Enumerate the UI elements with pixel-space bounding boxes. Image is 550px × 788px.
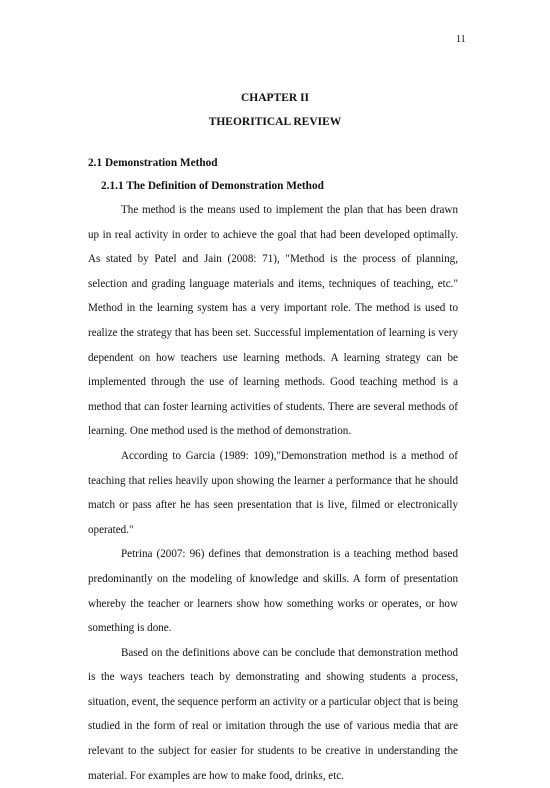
paragraph: Petrina (2007: 96) defines that demonstration is a teaching method based predominantly on the modeling of knowledge and skills. A form of presentation whereby the teacher or learners show how something works or operates, or how something is done. [88, 548, 458, 635]
chapter-heading: CHAPTER II [240, 92, 310, 104]
paragraph: The method is the means used to implement the plan that has been drawn up in real activity in order to achieve the goal that had been developed optimally. As stated by Patel and Jain (2008: 71), "Method is the process of planning, selection and grading language materials and items, techniques of teaching, etc." Method in the learning system has a very important role. The method is used to realize the strategy that has been set. Successful implementation of learning is very dependent on how teachers use learning methods. A learning strategy can be implemented through the use of learning methods. Good teaching method is a method that can foster learning activities of students. There are several methods of learning. One method used is the method of demonstration. [88, 204, 458, 438]
subsection-heading: 2.1.1 The Definition of Demonstration Method [101, 180, 324, 192]
page-number: 11 [456, 34, 466, 45]
body-text [88, 198, 458, 788]
paragraph: Based on the definitions above can be conclude that demonstration method is the ways teachers teach by demonstrating and showing students a process, situation, event, the sequence perform an activity or a particular object that is being studied in the form of real or imitation through the use of various media that are relevant to the subject for easier for students to be creative in understanding the material. For examples are how to make food, drinks, etc. [88, 646, 458, 782]
section-heading: 2.1 Demonstration Method [88, 157, 218, 169]
paragraph: According to Garcia (1989: 109),"Demonstration method is a method of teaching that relies heavily upon showing the learner a performance that he should match or pass after he has seen presentation that is live, filmed or electronically operated." [88, 449, 458, 536]
chapter-title: THEORITICAL REVIEW [208, 116, 342, 128]
